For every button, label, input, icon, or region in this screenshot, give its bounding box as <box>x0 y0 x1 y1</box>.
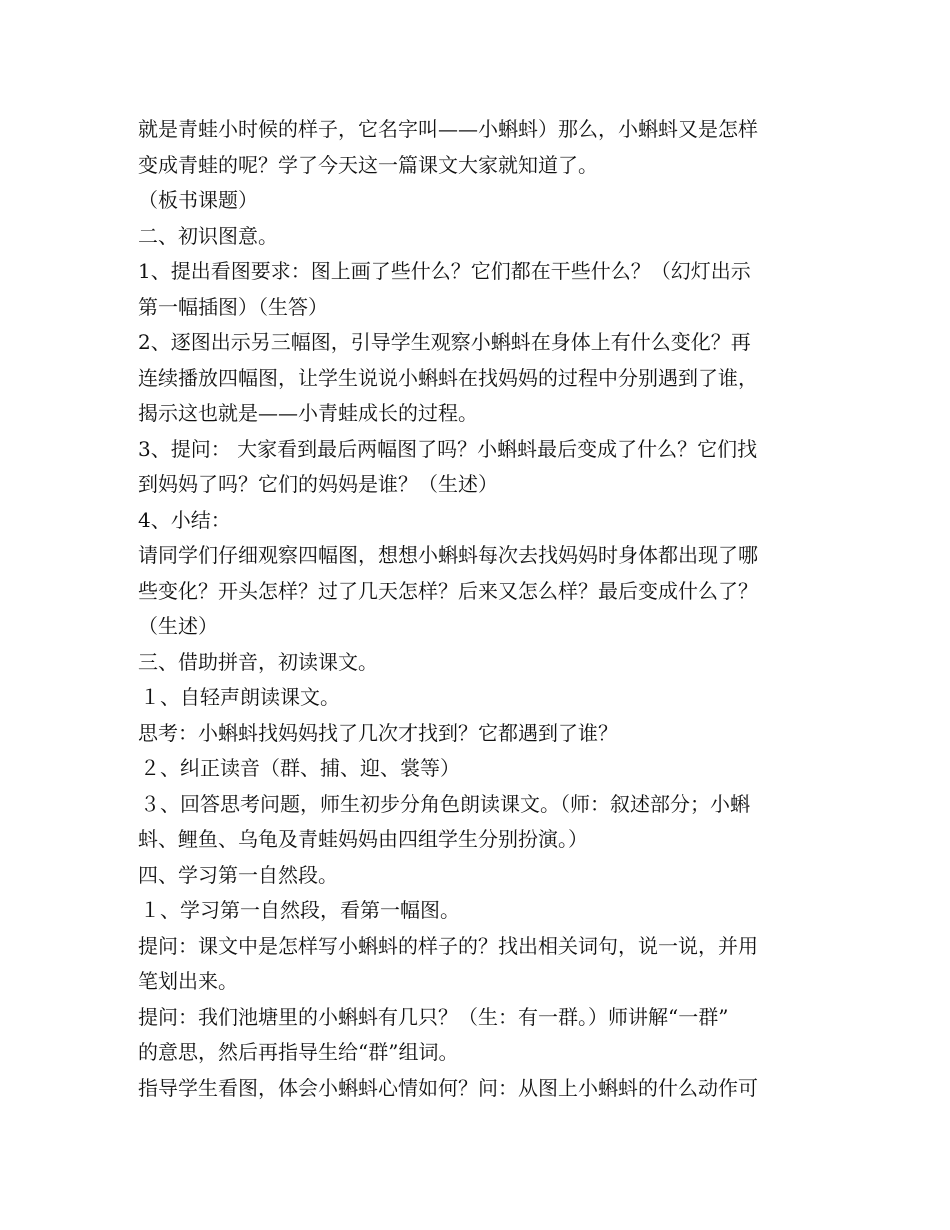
text-line: 蚪、鲤鱼、乌龟及青蛙妈妈由四组学生分别扮演。） <box>138 827 588 851</box>
text-line: 到妈妈了吗？它们的妈妈是谁？（生述） <box>138 472 498 496</box>
section-heading: 三、借助拼音，初读课文。 <box>138 649 378 674</box>
text-line: ３、回答思考问题，师生初步分角色朗读课文。（师：叙述部分；小蝌 <box>140 791 750 816</box>
text-line: 些变化？开头怎样？过了几天怎样？后来又怎么样？最后变成什么了？ <box>138 578 758 603</box>
text-line: 请同学们仔细观察四幅图，想想小蝌蚪每次去找妈妈时身体都出现了哪 <box>138 543 758 567</box>
text-line: 第一幅插图）（生答） <box>138 294 328 319</box>
text-line: 提问：课文中是怎样写小蝌蚪的样子的？找出相关词句，说一说，并用 <box>138 933 758 958</box>
text-line: 3、提问： 大家看到最后两幅图了吗？小蝌蚪最后变成了什么？它们找 <box>138 436 758 461</box>
text-line: 揭示这也就是——小青蛙成长的过程。 <box>138 401 478 425</box>
text-line: 的意思，然后再指导生给“群”组词。 <box>138 1040 459 1064</box>
text-line: 连续播放四幅图，让学生说说小蝌蚪在找妈妈的过程中分别遇到了谁， <box>138 365 758 390</box>
text-line: 笔划出来。 <box>138 969 238 993</box>
section-heading: 四、学习第一自然段。 <box>138 862 338 887</box>
text-line: 1、提出看图要求：图上画了些什么？它们都在干些什么？（幻灯出示 <box>138 259 751 283</box>
section-heading: 二、初识图意。 <box>138 223 278 248</box>
text-line: １、学习第一自然段，看第一幅图。 <box>140 898 460 922</box>
text-line: ２、纠正读音（群、捕、迎、裳等） <box>140 756 460 780</box>
document-body <box>138 112 818 1106</box>
text-line: 思考：小蝌蚪找妈妈找了几次才找到？它都遇到了谁？ <box>138 720 618 745</box>
text-line: 2、逐图出示另三幅图，引导学生观察小蝌蚪在身体上有什么变化？再 <box>138 330 751 354</box>
text-line: （板书课题） <box>138 188 258 212</box>
text-line: 就是青蛙小时候的样子，它名字叫——小蝌蚪）那么，小蝌蚪又是怎样 <box>138 117 758 141</box>
text-line: 指导学生看图，体会小蝌蚪心情如何？问：从图上小蝌蚪的什么动作可 <box>138 1075 758 1100</box>
text-line: 4、小结： <box>138 507 231 532</box>
text-line: １、自轻声朗读课文。 <box>140 685 340 709</box>
text-line: （生述） <box>138 614 218 638</box>
text-line: 提问：我们池塘里的小蝌蚪有几只？（生：有一群。）师讲解“一群” <box>138 1004 729 1029</box>
text-line: 变成青蛙的呢？学了今天这一篇课文大家就知道了。 <box>138 152 598 177</box>
